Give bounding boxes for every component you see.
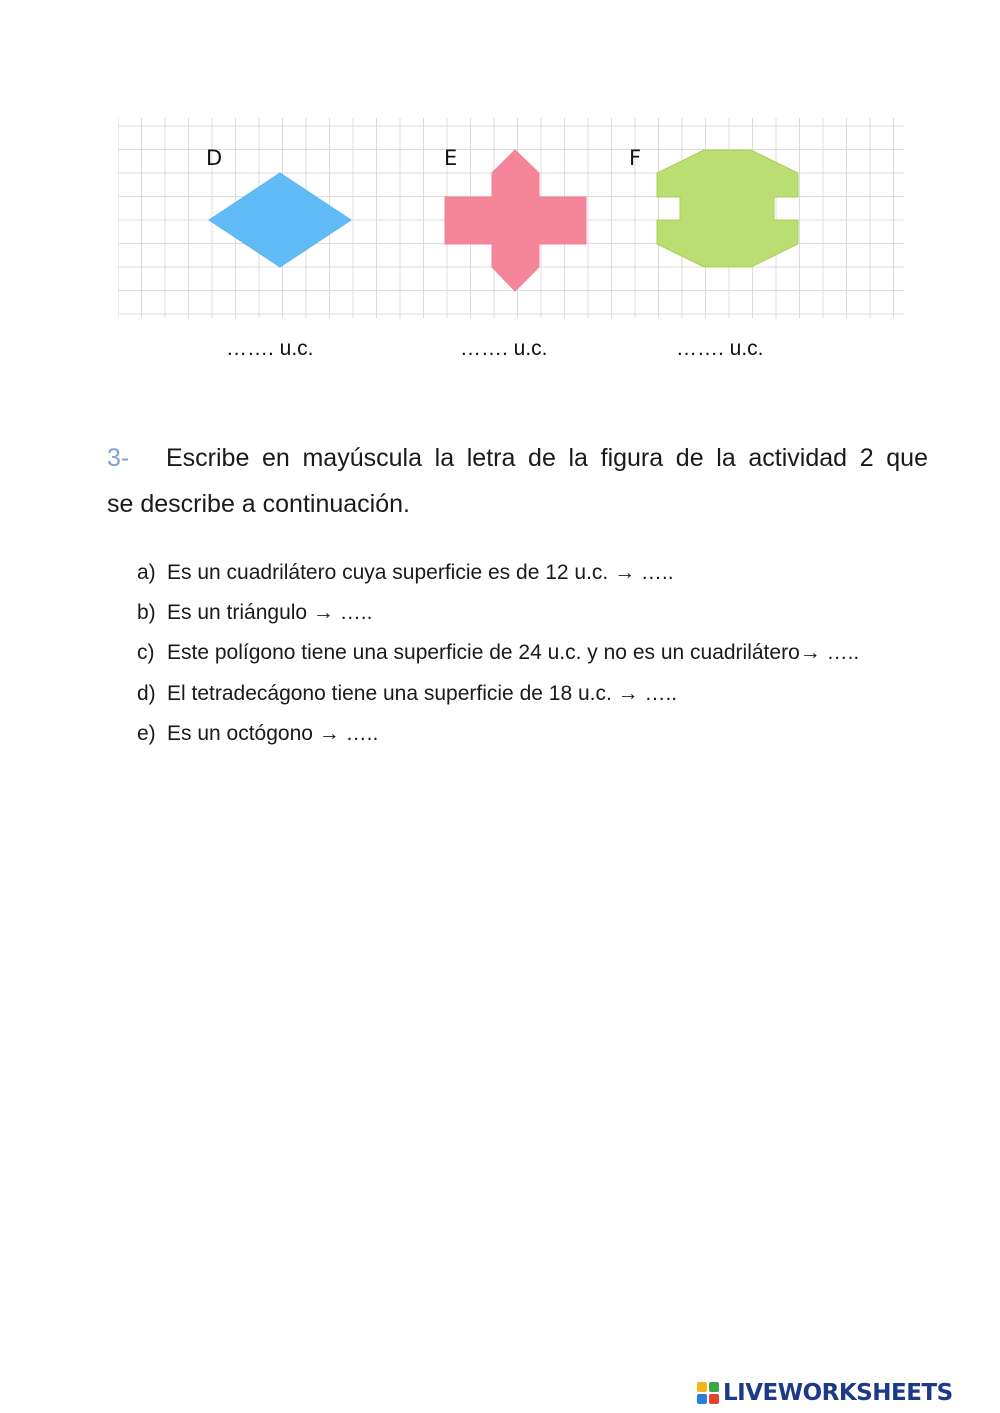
item-text: Es un triángulo → ….. (167, 601, 373, 624)
item-marker: c) (137, 641, 155, 664)
figure-label-d: D (206, 146, 223, 170)
item-text: Es un cuadrilátero cuya superficie es de 12 u.c. → ….. (167, 561, 674, 584)
figure-f-octagon (657, 150, 798, 267)
answer-blank-e[interactable]: ……. u.c. (460, 337, 548, 360)
item-text: El tetradecágono tiene una superficie de 18 u.c. → ….. (167, 682, 678, 705)
brand-watermark (697, 1378, 997, 1408)
liveworksheets-logo-icon (697, 1382, 719, 1404)
question-text-line-1: Escribe en mayúscula la letra de la figura de la actividad 2 que (166, 444, 928, 472)
item-marker: d) (137, 682, 156, 705)
list-item (137, 601, 372, 625)
figure-label-e: E (444, 146, 458, 170)
list-item (137, 641, 859, 665)
item-text: Este polígono tiene una superficie de 24 u.c. y no es un cuadrilátero→ ….. (167, 641, 860, 664)
item-text: Es un octógono → ….. (167, 722, 379, 745)
answer-blank-f[interactable]: ……. u.c. (676, 337, 764, 360)
list-item (137, 682, 677, 706)
figure-label-f: F (629, 146, 642, 170)
list-item (137, 561, 674, 585)
item-marker: a) (137, 561, 156, 584)
question-text-line-2: se describe a continuación. (107, 490, 410, 518)
answer-blank-d[interactable]: ……. u.c. (226, 337, 314, 360)
item-marker: e) (137, 722, 156, 745)
question-number: 3- (107, 444, 130, 472)
list-item (137, 722, 378, 746)
brand-name: LIVEWORKSHEETS (723, 1380, 953, 1406)
item-marker: b) (137, 601, 156, 624)
figure-grid (118, 118, 904, 318)
